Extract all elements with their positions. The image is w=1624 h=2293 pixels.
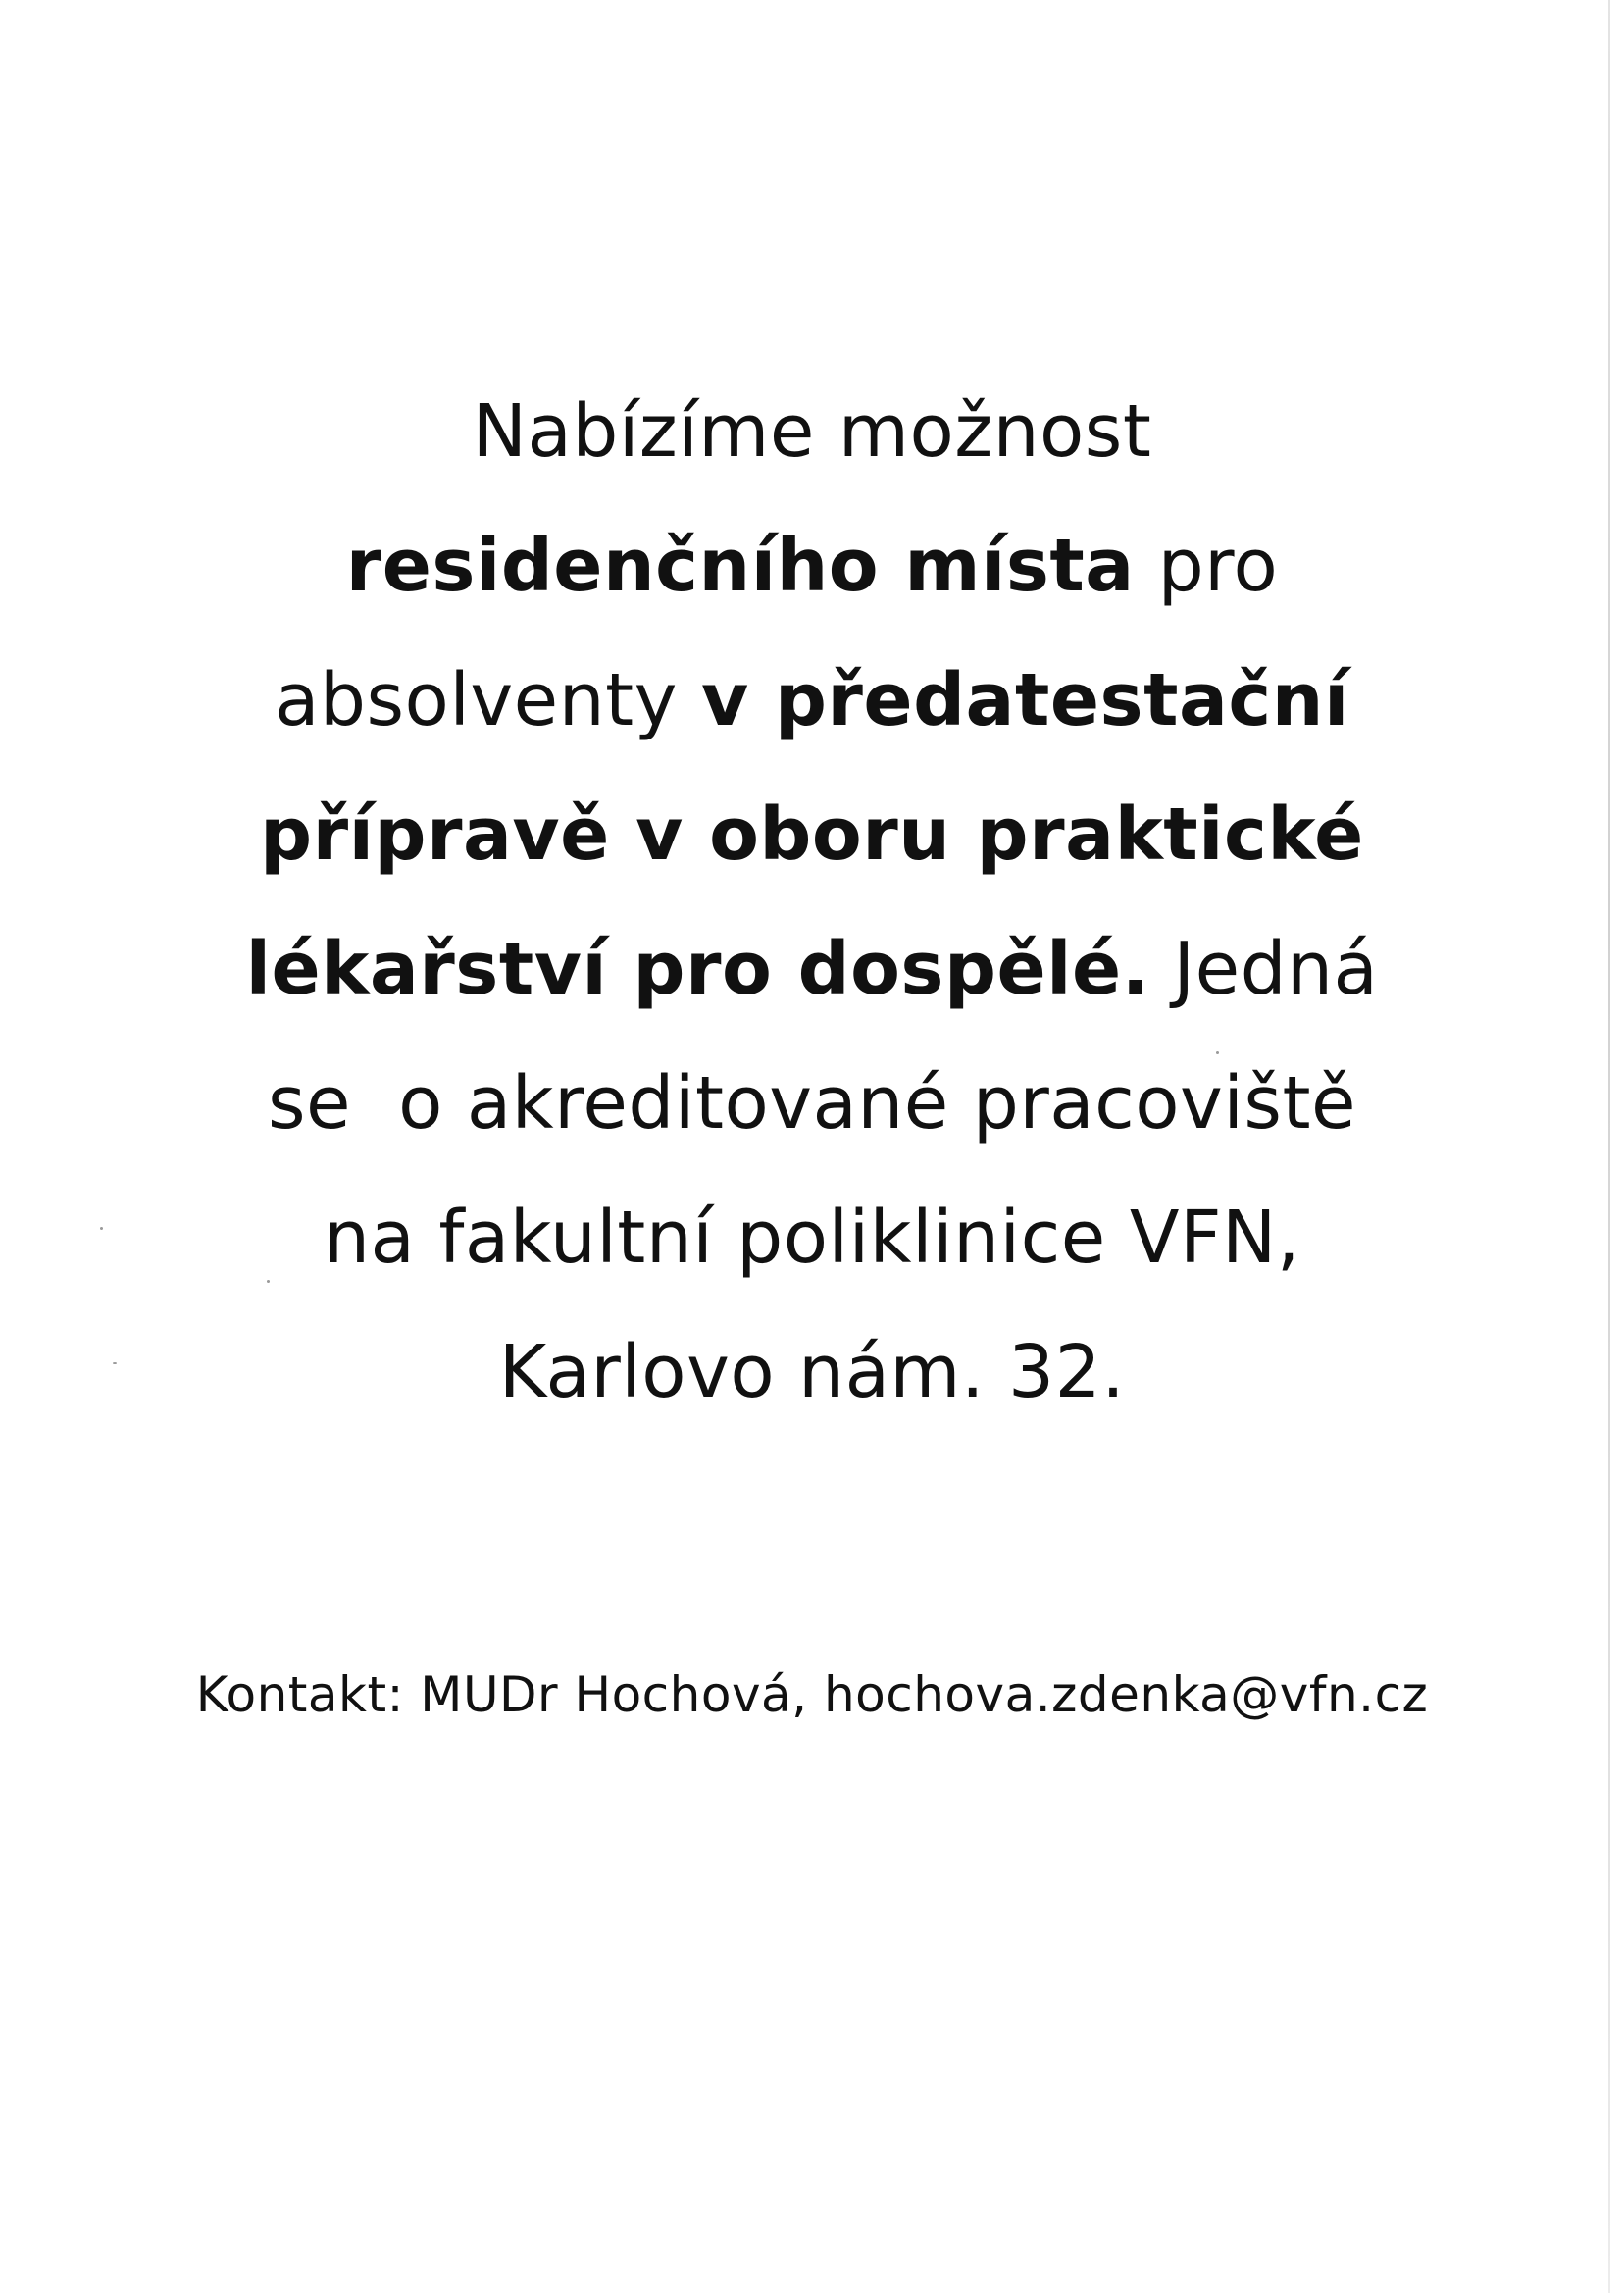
pre-attestation-phrase: v předatestační: [700, 658, 1349, 742]
announcement-line-7: [0, 1171, 1624, 1305]
offer-phrase: Nabízíme možnost: [472, 389, 1152, 474]
announcement-line-5: [0, 902, 1624, 1037]
announcement-line-1: [0, 365, 1624, 499]
address-phrase: Karlovo nám. 32.: [498, 1330, 1126, 1414]
polyclinic-phrase: na fakultní poliklinice VFN,: [324, 1196, 1300, 1280]
scan-speck: [113, 1362, 117, 1364]
accredited-workplace-phrase: se o akreditované pracoviště: [267, 1061, 1356, 1146]
training-field-phrase: přípravě v oboru praktické: [260, 792, 1364, 877]
residency-phrase: residenčního místa: [345, 524, 1135, 608]
graduates-word: absolventy: [275, 658, 701, 742]
announcement-text: [0, 365, 1624, 1440]
announcement-line-3: [0, 634, 1624, 768]
scan-speck: [1216, 1051, 1219, 1054]
scan-speck: [100, 1227, 103, 1230]
announcement-line-2: [0, 499, 1624, 634]
it-is-word: Jedná: [1149, 927, 1379, 1011]
for-word: pro: [1134, 524, 1279, 608]
contact-line: Kontakt: MUDr Hochová, hochova.zdenka@vfn.cz: [195, 1666, 1429, 1723]
announcement-line-6: [0, 1037, 1624, 1171]
scan-speck: [267, 1280, 270, 1283]
announcement-line-8: [0, 1305, 1624, 1440]
announcement-line-4: [0, 768, 1624, 902]
specialty-phrase: lékařství pro dospělé.: [245, 927, 1150, 1011]
